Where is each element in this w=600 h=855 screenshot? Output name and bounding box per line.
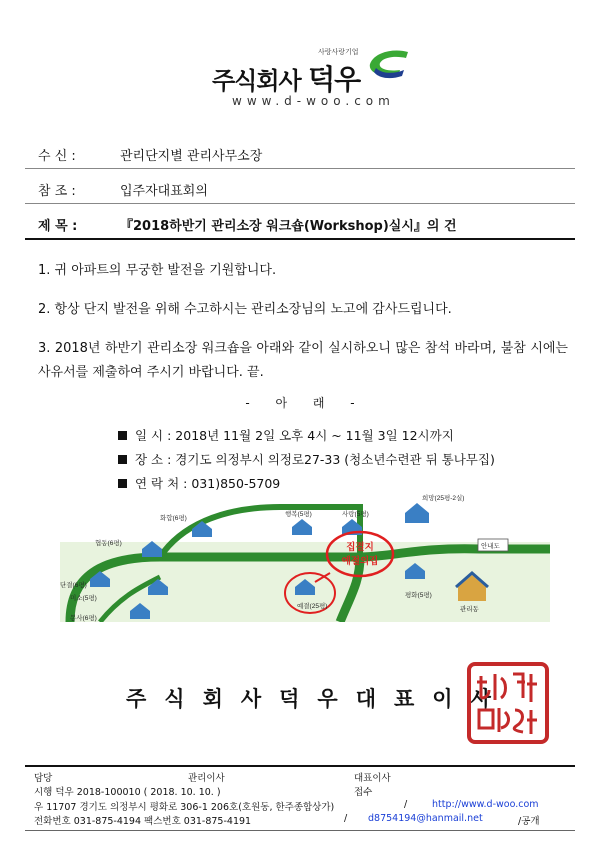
divider [25, 168, 575, 169]
detail-contact-label: 연 락 처 : [135, 476, 188, 491]
footer-separator: / [404, 799, 408, 810]
detail-date-value: 2018년 11월 2일 오후 4시 ~ 11월 3일 12시까지 [175, 428, 454, 443]
detail-place-value: 경기도 의정부시 의정로27-33 (청소년수련관 뒤 통나무집) [175, 452, 495, 467]
map-label-gwanli: 관리동 [460, 606, 479, 613]
house-icon [405, 503, 429, 523]
company-prefix: 주식회사 [212, 67, 301, 95]
divider [25, 203, 575, 204]
callout-label-2: 예절의집 [341, 556, 379, 567]
company-logo-icon [364, 48, 412, 82]
map-label-miso: 미소(5평) [70, 595, 97, 602]
subject-row [38, 215, 457, 234]
map-label-yeyeol: 예결(25평) [297, 603, 328, 610]
map-label-hyeopdong: 협동(6평) [95, 540, 122, 547]
footer-bottom-rule [25, 830, 575, 831]
paragraph-1: 1. 귀 아파트의 무궁한 발전을 기원합니다. [38, 263, 277, 278]
footer-email-link[interactable]: d8754194@hanmail.net [368, 813, 483, 824]
footer-website-link[interactable]: http://www.d-woo.com [432, 799, 539, 810]
map-label-annae: 안내도 [481, 543, 500, 550]
recipient-value: 관리단지별 관리사무소장 [120, 149, 263, 164]
company-brand: 덕우 [308, 63, 361, 96]
house-icon [292, 519, 312, 535]
footer-director-label: 관리이사 [188, 773, 225, 784]
footer-ceo-label: 대표이사 [354, 773, 391, 784]
footer-staff-label: 담당 [34, 773, 53, 784]
recipient-row [38, 145, 262, 164]
footer-issue: 시행 덕우 2018-100010 ( 2018. 10. 10. ) [34, 787, 221, 798]
footer-address: 우 11707 경기도 의정부시 평화로 306-1 206호(호원동, 한주종합상가) [34, 802, 335, 813]
recipient-label: 수 신 : [38, 149, 76, 164]
map-label-haengbok: 행복(5평) [285, 511, 312, 518]
detail-date-label: 일 시 : [135, 428, 172, 443]
map-label-hwahap: 화합(6평) [160, 515, 187, 522]
footer-separator: / [344, 813, 348, 824]
detail-date [118, 426, 454, 444]
map-label-sarang: 사랑(5평) [342, 511, 369, 518]
detail-place [118, 450, 495, 468]
callout-label-1: 집결지 [346, 542, 374, 553]
bullet-square-icon [118, 455, 127, 464]
footer-disclosure: /공개 [518, 816, 540, 827]
reference-value: 입주자대표회의 [120, 184, 208, 199]
company-logo-text [212, 58, 360, 98]
map-label-bongsa: 봉사(6평) [70, 615, 97, 622]
map-label-pyeonghwa: 평화(5평) [405, 592, 432, 599]
detail-contact-value: 031)850-5709 [191, 476, 281, 491]
footer-receipt-label: 접수 [354, 787, 373, 798]
map-label-huimang: 희망(25평-2실) [422, 495, 465, 502]
detail-place-label: 장 소 : [135, 452, 172, 467]
venue-map [60, 487, 550, 622]
reference-row [38, 180, 208, 199]
subject-value: 『2018하반기 관리소장 워크숍(Workshop)실시』의 건 [120, 219, 457, 234]
subject-label: 제 목 : [38, 219, 78, 234]
footer-divider [25, 765, 575, 767]
company-website: www.d-woo.com [232, 94, 395, 108]
reference-label: 참 조 : [38, 184, 76, 199]
company-seal-icon [465, 660, 551, 746]
company-slogan: 사랑사랑기업 [318, 48, 359, 56]
arae-heading: - 아 래 - [245, 396, 355, 410]
divider [25, 238, 575, 240]
map-label-dangyeol: 단결(6평) [60, 582, 87, 589]
footer-phone-fax: 전화번호 031-875-4194 팩스번호 031-875-4191 [34, 816, 252, 827]
paragraph-3: 3. 2018년 하반기 관리소장 워크숍을 아래와 같이 실시하오니 많은 참석 바라며, 불참 시에는 사유서를 제출하여 주시기 바랍니다. 끝. [38, 341, 568, 380]
bullet-square-icon [118, 431, 127, 440]
ceo-signature-title: 주식회사덕우대표이사 [126, 687, 509, 711]
paragraph-2: 2. 항상 단지 발전을 위해 수고하시는 관리소장님의 노고에 감사드립니다. [38, 302, 452, 317]
